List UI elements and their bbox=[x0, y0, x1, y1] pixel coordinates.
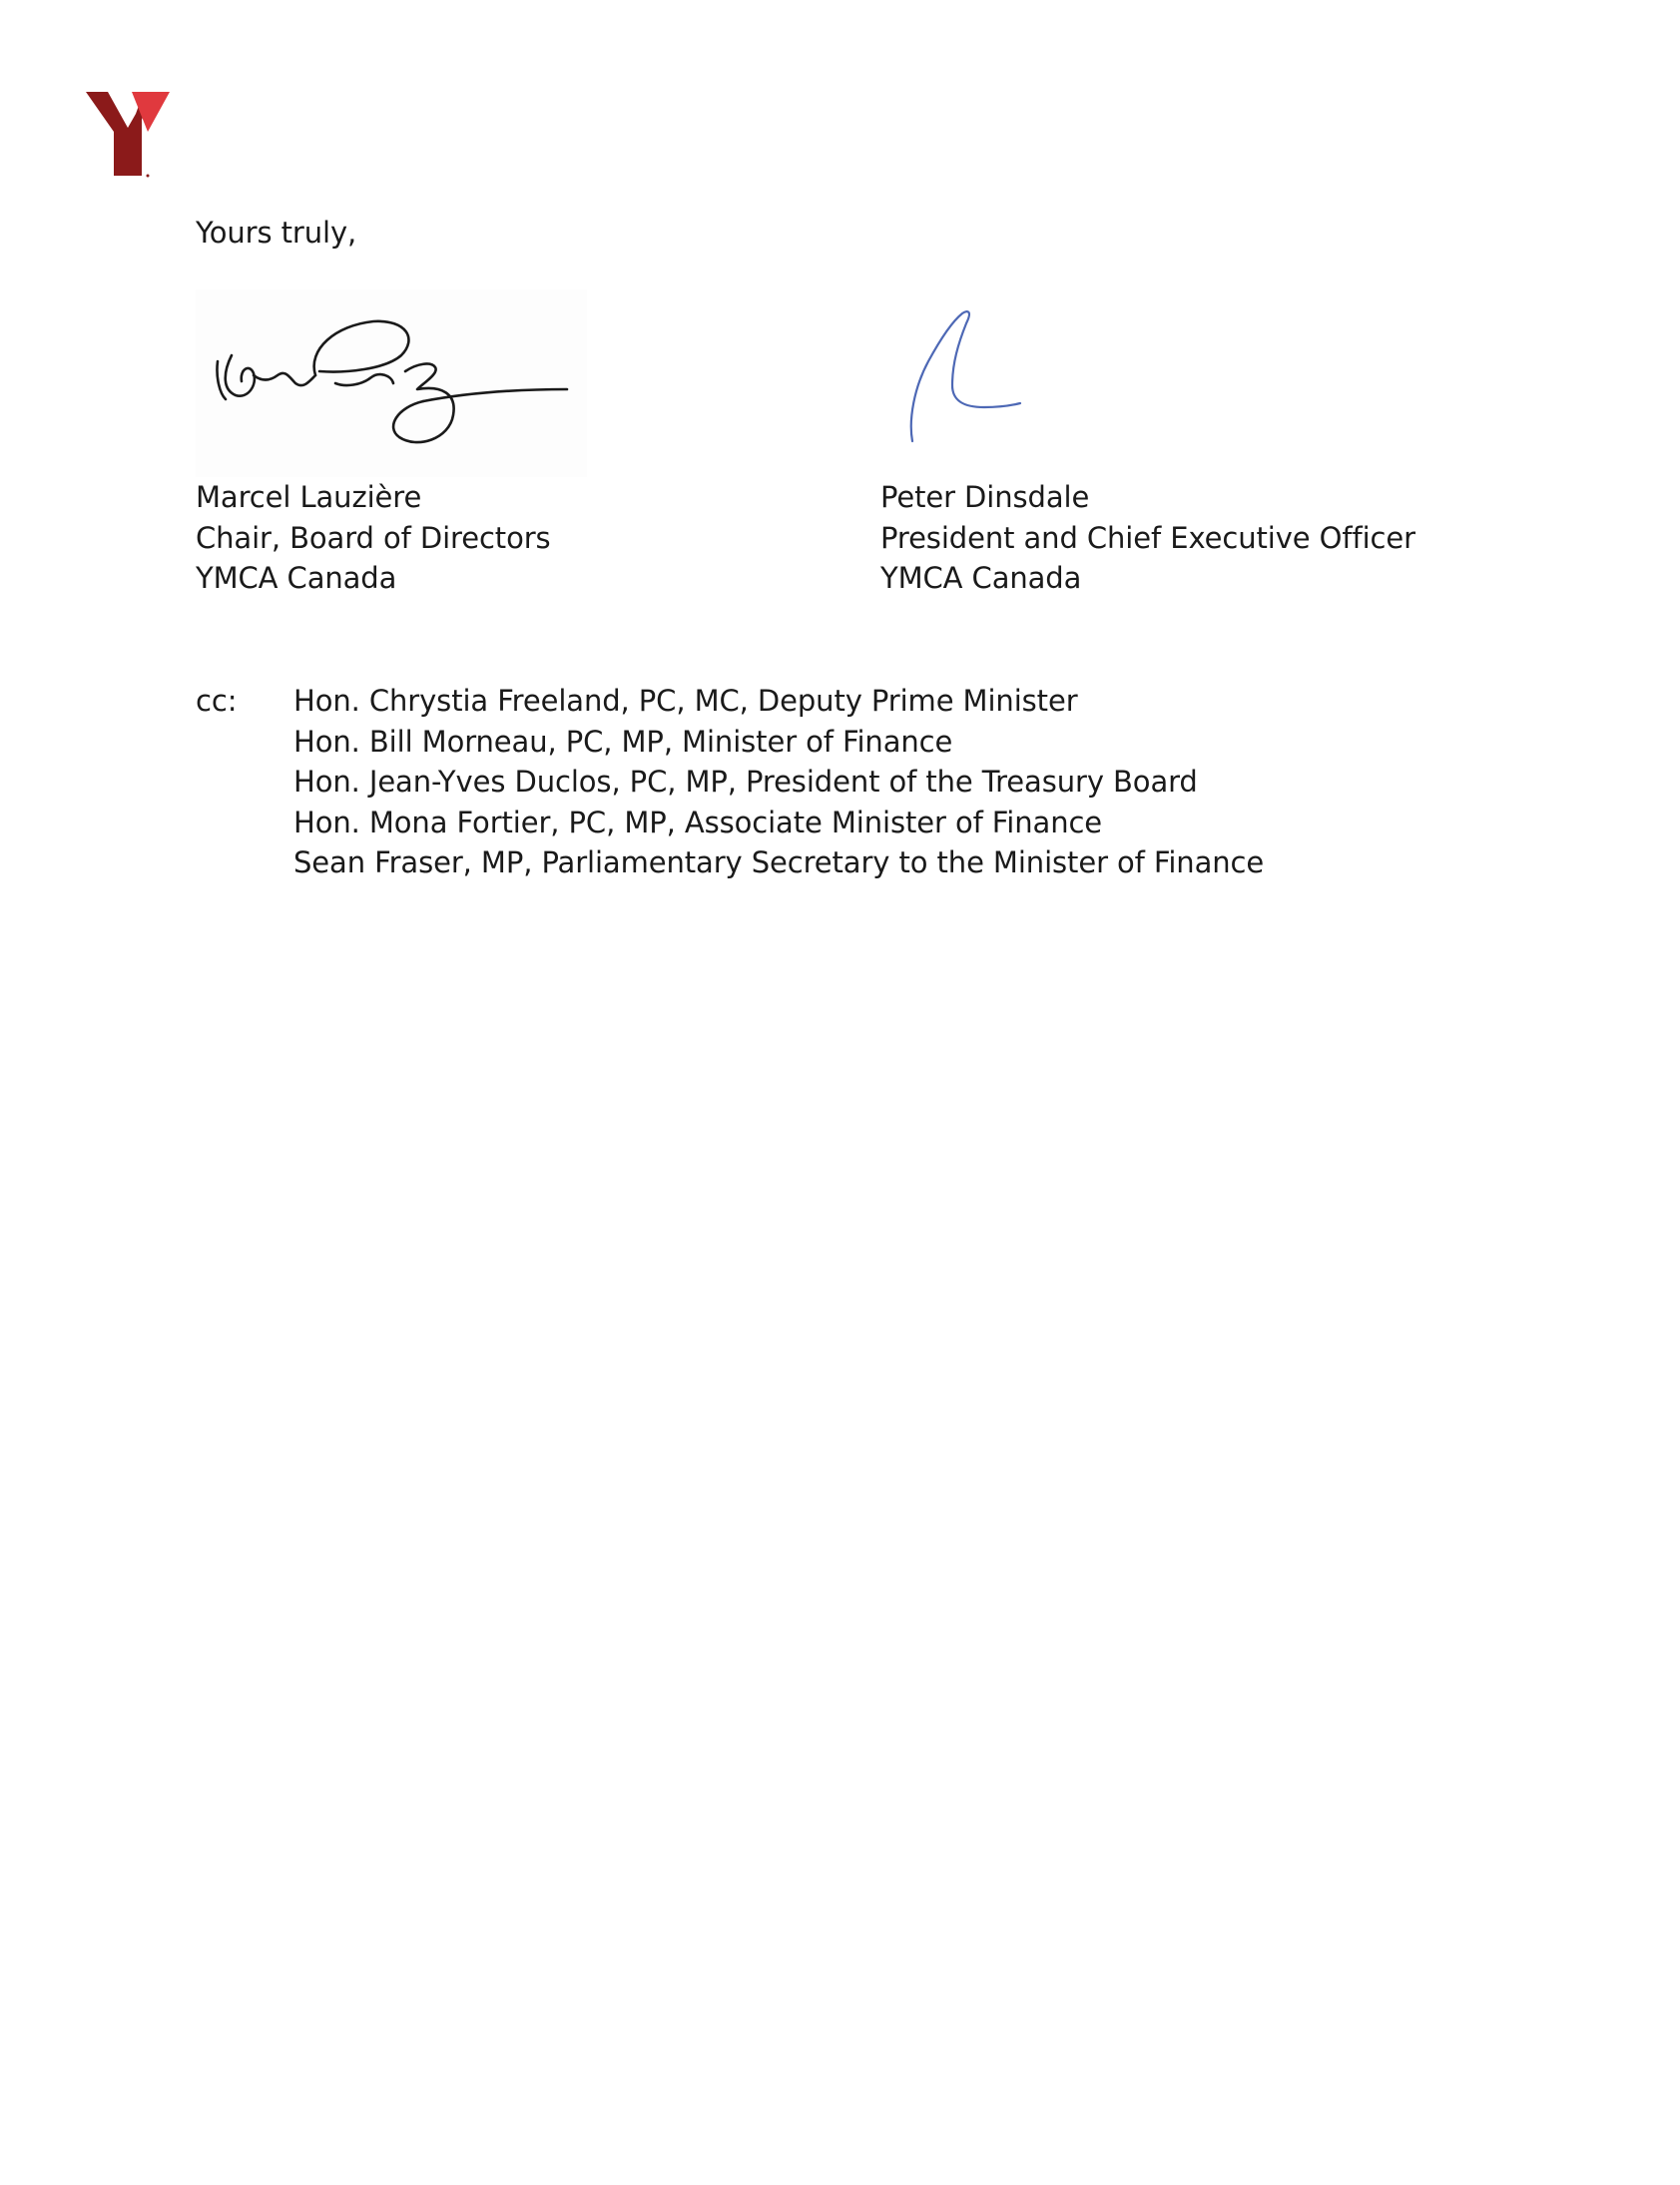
signature-marcel-lauziere bbox=[196, 289, 587, 477]
cc-recipient: Hon. Jean-Yves Duclos, PC, MP, President of the Treasury Board bbox=[293, 765, 1198, 799]
signer-name: Marcel Lauzière bbox=[196, 480, 422, 514]
closing-salutation: Yours truly, bbox=[196, 216, 357, 250]
signer-organization: YMCA Canada bbox=[196, 561, 397, 595]
cc-recipient: Hon. Bill Morneau, PC, MP, Minister of Finance bbox=[293, 724, 953, 759]
cc-recipient: Sean Fraser, MP, Parliamentary Secretary to the Minister of Finance bbox=[293, 845, 1265, 879]
signer-block-right bbox=[880, 477, 1415, 599]
signature-peter-dinsdale bbox=[888, 299, 1048, 459]
cc-recipient: Hon. Chrystia Freeland, PC, MC, Deputy Prime Minister bbox=[293, 684, 1078, 718]
signer-title: President and Chief Executive Officer bbox=[880, 520, 1415, 555]
cc-recipient-list bbox=[293, 681, 1264, 883]
signer-title: Chair, Board of Directors bbox=[196, 520, 551, 555]
signer-organization: YMCA Canada bbox=[880, 561, 1082, 595]
signer-block-left bbox=[196, 477, 551, 599]
signer-name: Peter Dinsdale bbox=[880, 480, 1090, 514]
cc-label: cc: bbox=[196, 684, 238, 718]
ymca-logo-icon bbox=[86, 92, 170, 178]
cc-recipient: Hon. Mona Fortier, PC, MP, Associate Minister of Finance bbox=[293, 805, 1103, 839]
